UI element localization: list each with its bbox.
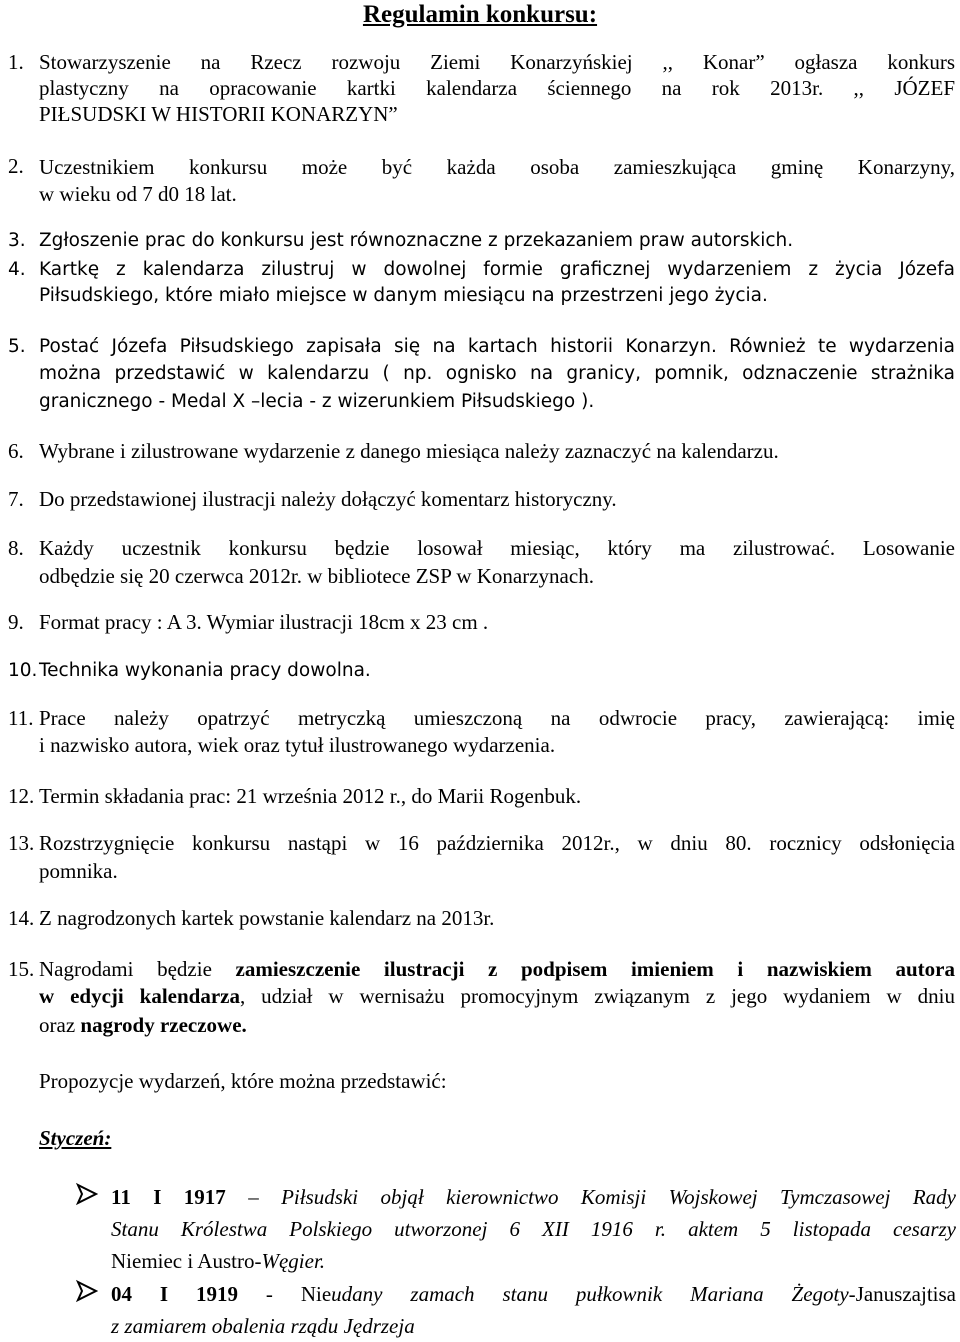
rule-text-line: Zgłoszenie prac do konkursu jest równoznaczne z przekazaniem praw autorskich. (39, 230, 794, 251)
rule-text (39, 905, 955, 931)
rule-text-line: w wieku od 7 d0 18 lat. (39, 182, 237, 206)
rule-text-line: Wybrane i zilustrowane wydarzenie z danego miesiąca należy zaznaczyć na kalendarzu. (39, 439, 779, 463)
rule-text (39, 228, 955, 254)
page-title: Regulamin konkursu: (362, 1, 598, 28)
proposals-label: Propozycje wydarzeń, które można przedstawić: (39, 1069, 447, 1093)
rule-text-line: i nazwisko autora, wiek oraz tytuł ilustrowanego wydarzenia. (39, 733, 556, 757)
event-line-2: z zamiarem obalenia rządu Jędrzeja (111, 1314, 415, 1338)
rule-number: 8. (8, 536, 24, 560)
rule-number: 13. (8, 831, 35, 855)
month-label: Styczeń: (39, 1126, 112, 1150)
rule-text-line: Do przedstawionej ilustracji należy dołączyć komentarz historyczny. (39, 487, 617, 511)
event-dash: - (238, 1282, 301, 1306)
rule-number: 10. (8, 660, 38, 681)
rule-text (39, 658, 955, 684)
rule-number: 3. (8, 230, 26, 251)
rule-text-line: Format pracy : A 3. Wymiar ilustracji 18cm x 23 cm . (39, 610, 489, 634)
rule-text (39, 830, 955, 886)
rule-text-line: można przedstawić w kalendarzu ( np. ognisko na granicy, pomnik, odznaczenie strażnika (39, 363, 955, 384)
rule-text-line: granicznego - Medal X –lecia - z wizerunkiem Piłsudskiego ). (39, 391, 595, 412)
rule-15-line3-a: oraz (39, 1013, 81, 1037)
arrow-bullet-icon (76, 1181, 98, 1207)
event-line-1-c: Januszajtisa (855, 1282, 956, 1306)
rule-15-line2-a: w edycji kalendarza (39, 984, 240, 1008)
event-line-3-b: Węgier. (261, 1249, 326, 1273)
rule-number: 14. (8, 906, 35, 930)
rule-text-line: PIŁSUDSKI W HISTORII KONARZYN” (39, 102, 398, 126)
event-date: 04 I 1919 (111, 1282, 238, 1306)
rule-text-line: Kartkę z kalendarza zilustruj w dowolnej formie graficznej wydarzeniem z życia Józefa (39, 259, 955, 280)
rule-15-line1-a: Nagrodami będzie (39, 957, 236, 981)
rule-text (39, 153, 955, 207)
rule-text (39, 334, 955, 416)
rule-text-line: Termin składania prac: 21 września 2012 r., do Marii Rogenbuk. (39, 784, 582, 808)
rule-text-line: Każdy uczestnik konkursu będzie losował miesiąc, który ma zilustrować. Losowanie (39, 536, 955, 560)
rule-text (39, 257, 955, 309)
rule-text-line: Rozstrzygnięcie konkursu nastąpi w 16 października 2012r., w dniu 80. rocznicy odsłonięcia (39, 831, 955, 855)
event-line-1-b: udany zamach stanu pułkownik Mariana Żegoty- (331, 1282, 856, 1306)
rule-text-line: pomnika. (39, 859, 118, 883)
rule-15-line1-b: zamieszczenie ilustracji z podpisem imieniem i nazwiskiem autora (235, 957, 955, 981)
rule-number: 2. (8, 154, 24, 178)
rule-text (39, 438, 955, 464)
rule-number: 5. (8, 336, 26, 357)
rule-number: 6. (8, 439, 24, 463)
rule-text (39, 486, 955, 512)
rule-text (39, 609, 955, 635)
rule-text-line: plastyczny na opracowanie kartki kalendarza ściennego na rok 2013r. ,, JÓZEF (39, 76, 955, 100)
rule-15-line3-b: nagrody rzeczowe. (80, 1013, 247, 1037)
rule-text (39, 783, 955, 809)
rule-number: 9. (8, 610, 24, 634)
rule-text (39, 49, 955, 127)
rule-text-line: Z nagrodzonych kartek powstanie kalendarz na 2013r. (39, 906, 495, 930)
rule-number: 4. (8, 259, 26, 280)
rule-text-line: Technika wykonania pracy dowolna. (39, 660, 371, 681)
event-line-2: Stanu Królestwa Polskiego utworzonej 6 XII 1916 r. aktem 5 listopada cesarzy (111, 1217, 956, 1241)
rule-text-line: Stowarzyszenie na Rzecz rozwoju Ziemi Konarzyńskiej ,, Konar” ogłasza konkurs (39, 50, 955, 74)
event-line-3-a: Niemiec i Austro- (111, 1249, 262, 1273)
event-date: 11 I 1917 (111, 1185, 226, 1209)
rule-number: 7. (8, 487, 24, 511)
rule-number: 15. (8, 957, 35, 981)
rule-text-line: Uczestnikiem konkursu może być każda osoba zamieszkująca gminę Konarzyny, (39, 155, 955, 179)
event-line-1: Piłsudski objął kierownictwo Komisji Wojskowej Tymczasowej Rady (281, 1185, 957, 1209)
rule-text-line: Prace należy opatrzyć metryczką umieszczoną na odwrocie pracy, zawierającą: imię (39, 706, 955, 730)
arrow-bullet-icon (76, 1278, 98, 1304)
rule-number: 1. (8, 50, 24, 74)
event-dash: – (225, 1185, 282, 1209)
rule-text (39, 705, 955, 759)
rule-text-line: Postać Józefa Piłsudskiego zapisała się na kartach historii Konarzyn. Również te wydarzenia (39, 336, 955, 357)
rule-15-line2-b: , udział w wernisażu promocyjnym związanym z jego wydaniem w dniu (240, 984, 955, 1008)
rule-text (39, 535, 955, 591)
rule-text-line: odbędzie się 20 czerwca 2012r. w bibliotece ZSP w Konarzynach. (39, 564, 594, 588)
rule-number: 11. (8, 706, 34, 730)
event-line-1-a: Nie (300, 1282, 332, 1306)
rule-number: 12. (8, 784, 35, 808)
rule-text (39, 956, 955, 1040)
rule-text-line: Piłsudskiego, które miało miejsce w danym miesiącu na przestrzeni jego życia. (39, 285, 768, 306)
